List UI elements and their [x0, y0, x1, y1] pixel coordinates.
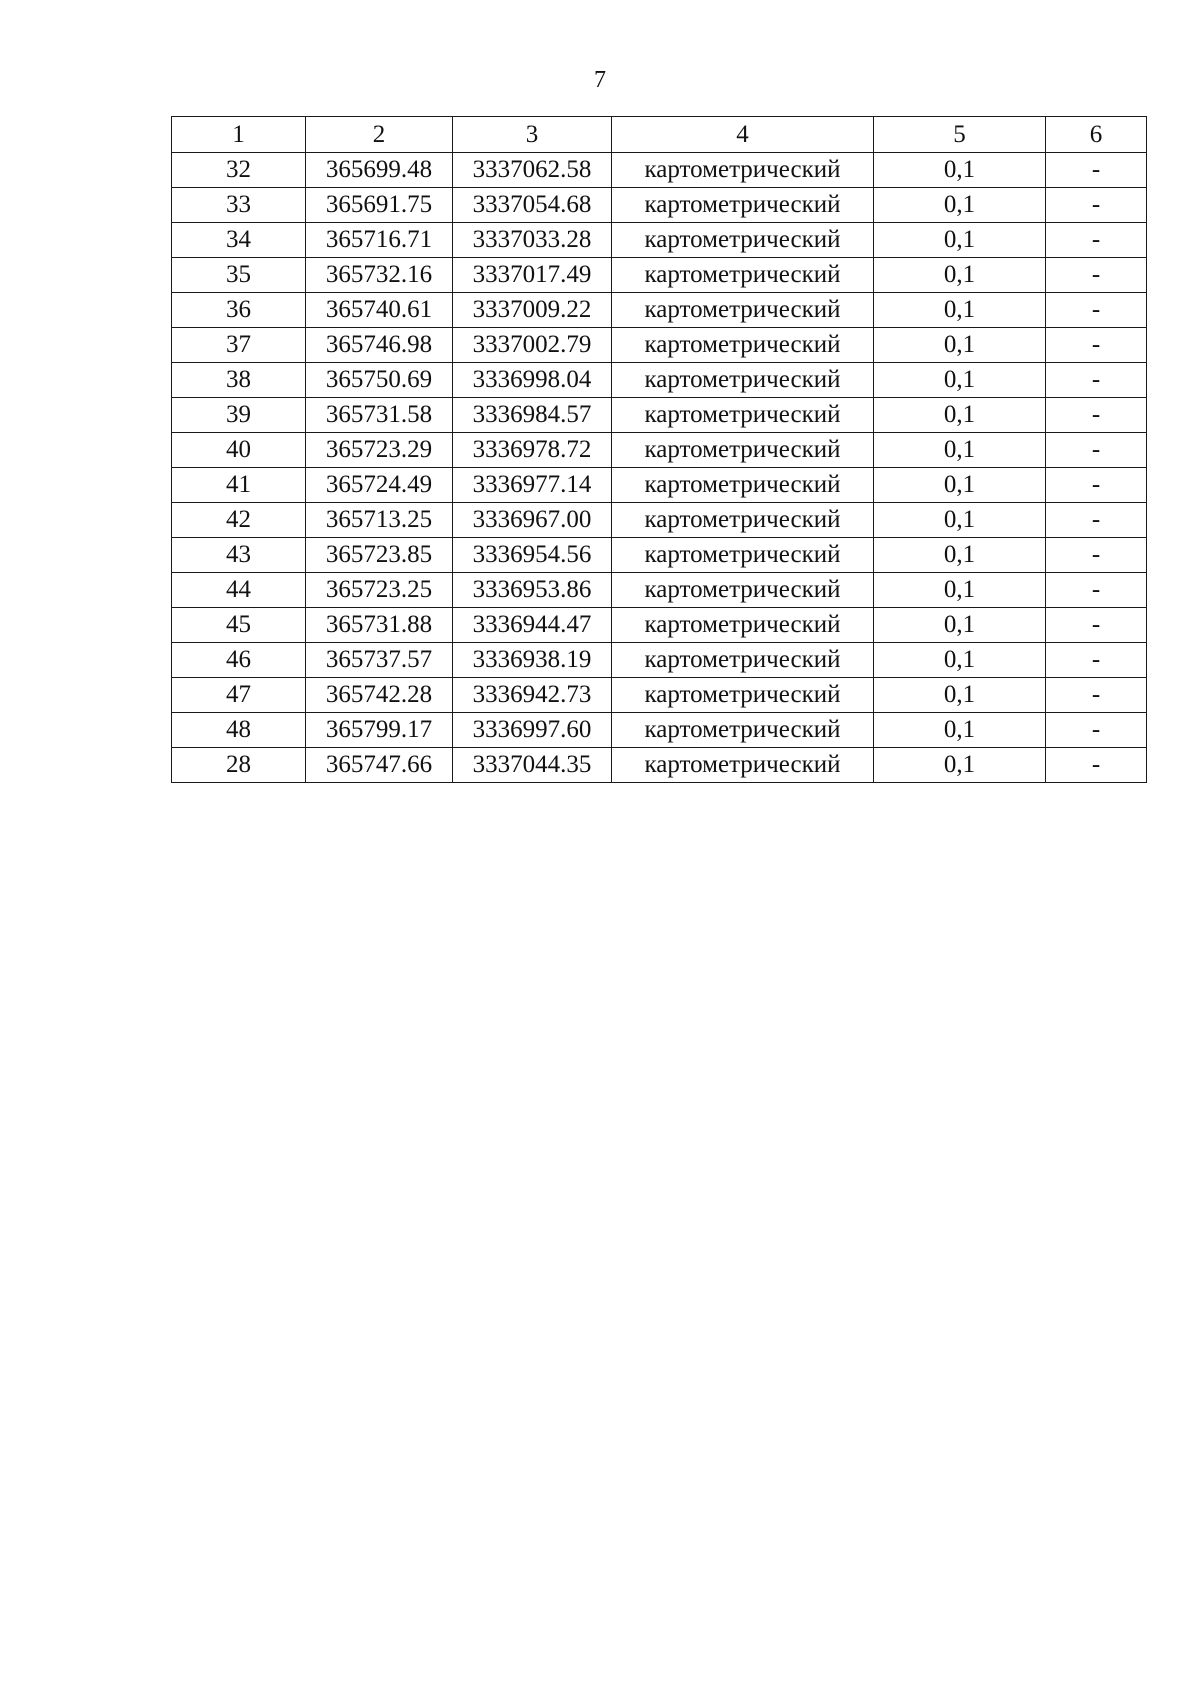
table-row [172, 363, 1147, 398]
note-cell: - [1046, 188, 1147, 223]
method-cell: картометрический [612, 503, 874, 538]
method-cell: картометрический [612, 678, 874, 713]
point-number-cell: 44 [172, 573, 306, 608]
accuracy-cell: 0,1 [874, 678, 1046, 713]
table-row [172, 328, 1147, 363]
accuracy-cell: 0,1 [874, 433, 1046, 468]
page-number: 7 [594, 67, 606, 93]
point-number-cell: 37 [172, 328, 306, 363]
note-cell: - [1046, 503, 1147, 538]
x-coordinate-cell: 365724.49 [306, 468, 453, 503]
y-coordinate-cell: 3336942.73 [453, 678, 612, 713]
point-number-cell: 45 [172, 608, 306, 643]
y-coordinate-cell: 3336977.14 [453, 468, 612, 503]
x-coordinate-cell: 365742.28 [306, 678, 453, 713]
point-number-cell: 39 [172, 398, 306, 433]
table-row [172, 538, 1147, 573]
point-number-cell: 47 [172, 678, 306, 713]
table-row [172, 293, 1147, 328]
method-cell: картометрический [612, 258, 874, 293]
accuracy-cell: 0,1 [874, 223, 1046, 258]
column-header-3: 3 [453, 117, 612, 153]
accuracy-cell: 0,1 [874, 573, 1046, 608]
accuracy-cell: 0,1 [874, 503, 1046, 538]
point-number-cell: 35 [172, 258, 306, 293]
coordinates-table [171, 116, 1147, 783]
point-number-cell: 34 [172, 223, 306, 258]
note-cell: - [1046, 398, 1147, 433]
note-cell: - [1046, 468, 1147, 503]
note-cell: - [1046, 678, 1147, 713]
note-cell: - [1046, 153, 1147, 188]
y-coordinate-cell: 3337054.68 [453, 188, 612, 223]
y-coordinate-cell: 3337033.28 [453, 223, 612, 258]
accuracy-cell: 0,1 [874, 468, 1046, 503]
point-number-cell: 32 [172, 153, 306, 188]
note-cell: - [1046, 748, 1147, 783]
point-number-cell: 36 [172, 293, 306, 328]
table-header-row [172, 117, 1147, 153]
accuracy-cell: 0,1 [874, 538, 1046, 573]
table-row [172, 608, 1147, 643]
method-cell: картометрический [612, 328, 874, 363]
point-number-cell: 48 [172, 713, 306, 748]
y-coordinate-cell: 3337044.35 [453, 748, 612, 783]
column-header-2: 2 [306, 117, 453, 153]
y-coordinate-cell: 3336998.04 [453, 363, 612, 398]
table-row [172, 573, 1147, 608]
table-row [172, 398, 1147, 433]
method-cell: картометрический [612, 363, 874, 398]
y-coordinate-cell: 3337062.58 [453, 153, 612, 188]
note-cell: - [1046, 538, 1147, 573]
point-number-cell: 46 [172, 643, 306, 678]
table-row [172, 713, 1147, 748]
y-coordinate-cell: 3336984.57 [453, 398, 612, 433]
x-coordinate-cell: 365713.25 [306, 503, 453, 538]
note-cell: - [1046, 433, 1147, 468]
note-cell: - [1046, 328, 1147, 363]
x-coordinate-cell: 365799.17 [306, 713, 453, 748]
accuracy-cell: 0,1 [874, 363, 1046, 398]
method-cell: картометрический [612, 223, 874, 258]
point-number-cell: 41 [172, 468, 306, 503]
x-coordinate-cell: 365740.61 [306, 293, 453, 328]
method-cell: картометрический [612, 153, 874, 188]
table-row [172, 503, 1147, 538]
method-cell: картометрический [612, 573, 874, 608]
table-row [172, 258, 1147, 293]
accuracy-cell: 0,1 [874, 398, 1046, 433]
accuracy-cell: 0,1 [874, 188, 1046, 223]
point-number-cell: 43 [172, 538, 306, 573]
note-cell: - [1046, 363, 1147, 398]
y-coordinate-cell: 3336938.19 [453, 643, 612, 678]
x-coordinate-cell: 365732.16 [306, 258, 453, 293]
note-cell: - [1046, 258, 1147, 293]
accuracy-cell: 0,1 [874, 293, 1046, 328]
x-coordinate-cell: 365723.29 [306, 433, 453, 468]
method-cell: картометрический [612, 293, 874, 328]
y-coordinate-cell: 3337017.49 [453, 258, 612, 293]
method-cell: картометрический [612, 188, 874, 223]
accuracy-cell: 0,1 [874, 713, 1046, 748]
table-row [172, 153, 1147, 188]
x-coordinate-cell: 365723.25 [306, 573, 453, 608]
x-coordinate-cell: 365731.88 [306, 608, 453, 643]
point-number-cell: 33 [172, 188, 306, 223]
x-coordinate-cell: 365747.66 [306, 748, 453, 783]
note-cell: - [1046, 608, 1147, 643]
y-coordinate-cell: 3337002.79 [453, 328, 612, 363]
table-row [172, 468, 1147, 503]
coordinates-table-body [172, 117, 1147, 783]
point-number-cell: 40 [172, 433, 306, 468]
x-coordinate-cell: 365731.58 [306, 398, 453, 433]
method-cell: картометрический [612, 748, 874, 783]
note-cell: - [1046, 643, 1147, 678]
note-cell: - [1046, 713, 1147, 748]
point-number-cell: 28 [172, 748, 306, 783]
accuracy-cell: 0,1 [874, 258, 1046, 293]
method-cell: картометрический [612, 713, 874, 748]
table-row [172, 223, 1147, 258]
method-cell: картометрический [612, 643, 874, 678]
x-coordinate-cell: 365737.57 [306, 643, 453, 678]
note-cell: - [1046, 293, 1147, 328]
accuracy-cell: 0,1 [874, 643, 1046, 678]
method-cell: картометрический [612, 468, 874, 503]
method-cell: картометрический [612, 398, 874, 433]
x-coordinate-cell: 365691.75 [306, 188, 453, 223]
note-cell: - [1046, 223, 1147, 258]
table-row [172, 748, 1147, 783]
x-coordinate-cell: 365716.71 [306, 223, 453, 258]
y-coordinate-cell: 3336953.86 [453, 573, 612, 608]
x-coordinate-cell: 365746.98 [306, 328, 453, 363]
method-cell: картометрический [612, 433, 874, 468]
accuracy-cell: 0,1 [874, 748, 1046, 783]
note-cell: - [1046, 573, 1147, 608]
table-row [172, 188, 1147, 223]
x-coordinate-cell: 365723.85 [306, 538, 453, 573]
method-cell: картометрический [612, 608, 874, 643]
y-coordinate-cell: 3336997.60 [453, 713, 612, 748]
table-row [172, 433, 1147, 468]
method-cell: картометрический [612, 538, 874, 573]
accuracy-cell: 0,1 [874, 608, 1046, 643]
column-header-4: 4 [612, 117, 874, 153]
y-coordinate-cell: 3336967.00 [453, 503, 612, 538]
accuracy-cell: 0,1 [874, 328, 1046, 363]
accuracy-cell: 0,1 [874, 153, 1046, 188]
y-coordinate-cell: 3336954.56 [453, 538, 612, 573]
column-header-1: 1 [172, 117, 306, 153]
y-coordinate-cell: 3337009.22 [453, 293, 612, 328]
x-coordinate-cell: 365750.69 [306, 363, 453, 398]
y-coordinate-cell: 3336944.47 [453, 608, 612, 643]
y-coordinate-cell: 3336978.72 [453, 433, 612, 468]
column-header-5: 5 [874, 117, 1046, 153]
table-row [172, 643, 1147, 678]
table-row [172, 678, 1147, 713]
column-header-6: 6 [1046, 117, 1147, 153]
x-coordinate-cell: 365699.48 [306, 153, 453, 188]
point-number-cell: 42 [172, 503, 306, 538]
point-number-cell: 38 [172, 363, 306, 398]
